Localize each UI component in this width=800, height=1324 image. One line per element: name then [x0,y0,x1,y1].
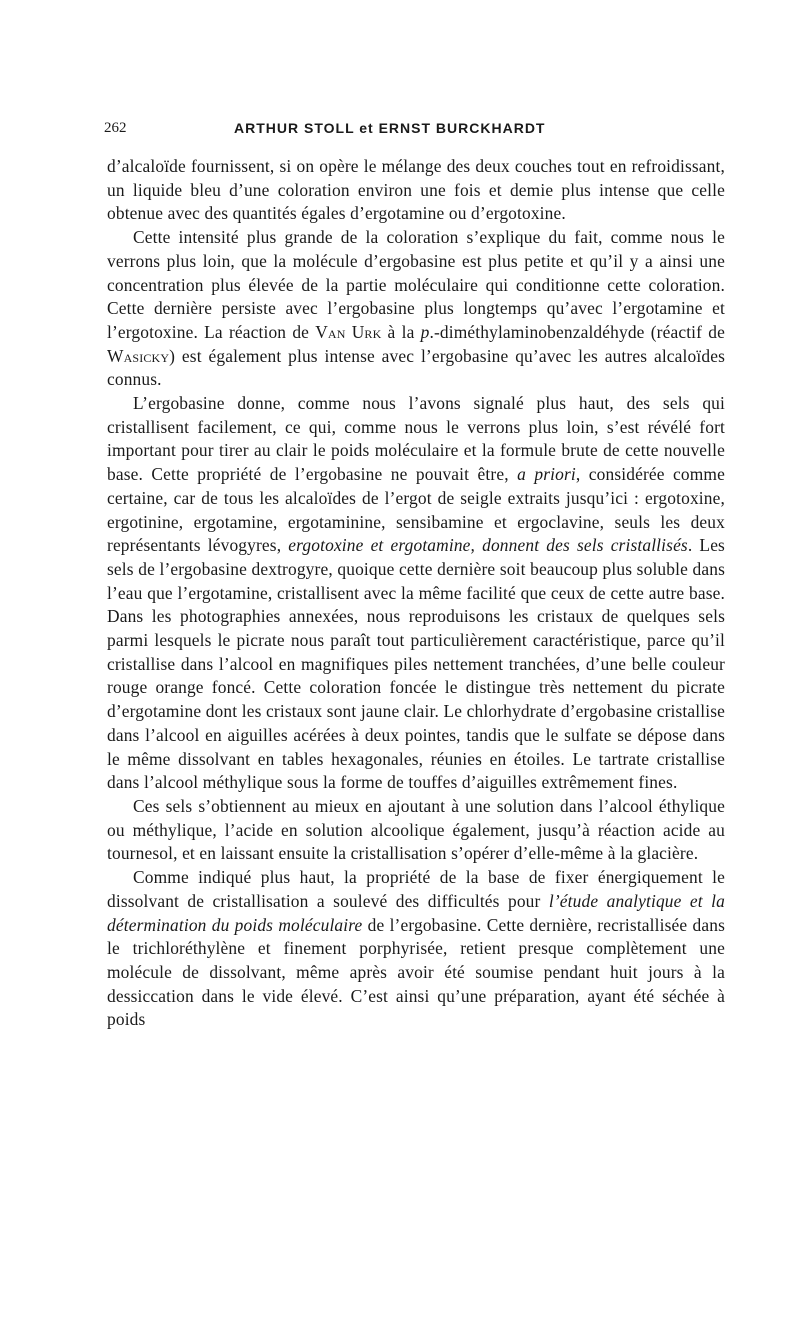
paragraph-5-text-b: de l’ergobasine. Cette dernière, recristallisée dans le trichloréthylène et finement porphyrisée, retient presque complètement une molécule de dissolvant, même après avoir été soumise pendant huit jours à la dessiccation dans le vide élevé. C’est ainsi qu’une préparation, ayant été séchée à poids [107,914,725,1030]
author-name-van-urk: Van Urk [315,321,382,342]
paragraph-2-text-a: Cette intensité plus grande de la coloration s’explique du fait, comme nous le verrons plus loin, que la molécule d’ergobasine est plus petite et qu’il y a ainsi une concentration plus élevée de la partie moléculaire qui conditionne cette coloration. Cette dernière persiste avec l’ergobasine plus longtemps qu’avec l’ergotamine et l’ergotoxine. La réaction de [107,227,725,342]
paragraph-3-text-b: , considérée comme certaine, car de tous les alcaloïdes de l’ergot de seigle extraits jusqu’ici : ergotoxine, ergotinine, ergotamine, ergotaminine, sensibamine et ergoclavine, seuls les deux représentants lévogyres, [107,464,725,556]
paragraph-1: d’alcaloïde fournissent, si on opère le mélange des deux couches tout en refroidissant, un liquide bleu d’une coloration environ une fois et demie plus intense que celle obtenue avec des quantités égales d’ergotamine ou d’ergotoxine. [107,156,725,224]
paragraph-2-text-d: ) est également plus intense avec l’ergobasine qu’avec les autres alcaloïdes connus. [107,345,725,390]
para-prefix-italic: p [420,321,430,342]
paragraph-5-text-a: Comme indiqué plus haut, la propriété de la base de fixer énergiquement le dissolvant de cristallisation a soulevé des difficultés pour [107,867,725,911]
paragraph-3 [107,392,725,795]
running-title: ARTHUR STOLL et ERNST BURCKHARDT [234,120,546,136]
paragraph-5 [107,866,725,1032]
paragraph-3-text-a: L’ergobasine donne, comme nous l’avons signalé plus haut, des sels qui cristallisent facilement, ce qui, comme nous le verrons plus loin, s’est révélé fort important pour tirer au clair le poids moléculaire et la formule brute de cette nouvelle base. Cette propriété de l’ergobasine ne pouvait être, [107,393,725,485]
paragraph-4: Ces sels s’obtiennent au mieux en ajoutant à une solution dans l’alcool éthylique ou méthylique, l’acide en solution alcoolique également, jusqu’à réaction acide au tournesol, et en laissant ensuite la cristallisation s’opérer d’elle-même à la glacière. [107,795,725,864]
paragraph-2 [107,226,725,392]
body-text [107,155,725,1032]
italic-a-priori: a priori [517,464,576,485]
paragraph-2-text-c: .-diméthylaminobenzaldéhyde (réactif de [429,321,725,342]
author-name-wasicky: Wasicky [107,345,170,366]
page-number: 262 [104,120,127,136]
italic-phrase-sels: ergotoxine et ergotamine, donnent des sels cristallisés [288,535,688,556]
page-header [104,120,724,142]
paragraph-2-text-b: à la [381,321,421,342]
paragraph-3-text-c: . Les sels de l’ergobasine dextrogyre, quoique cette dernière soit beaucoup plus soluble dans l’eau que l’ergotamine, cristallisent avec la même facilité que ceux de cette autre base. Dans les photographies annexées, nous reproduisons les cristaux de quelques sels parmi lesquels le picrate nous paraît tout particulièrement caractéristique, parce qu’il cristallise dans l’alcool en magnifiques piles nettement tranchées, d’une belle couleur rouge orange foncé. Cette coloration foncée le distingue très nettement du picrate d’ergotamine dont les cristaux sont jaune clair. Le chlorhydrate d’ergobasine cristallise dans l’alcool en aiguilles acérées à deux pointes, tandis que le sulfate se dépose dans le même dissolvant en tables hexagonales, réunies en étoiles. Le tartrate cristallise dans l’alcool méthylique sous la forme de touffes d’aiguilles extrêmement fines. [107,535,725,793]
italic-phrase-etude: l’étude analytique et la détermination du poids moléculaire [107,890,725,935]
